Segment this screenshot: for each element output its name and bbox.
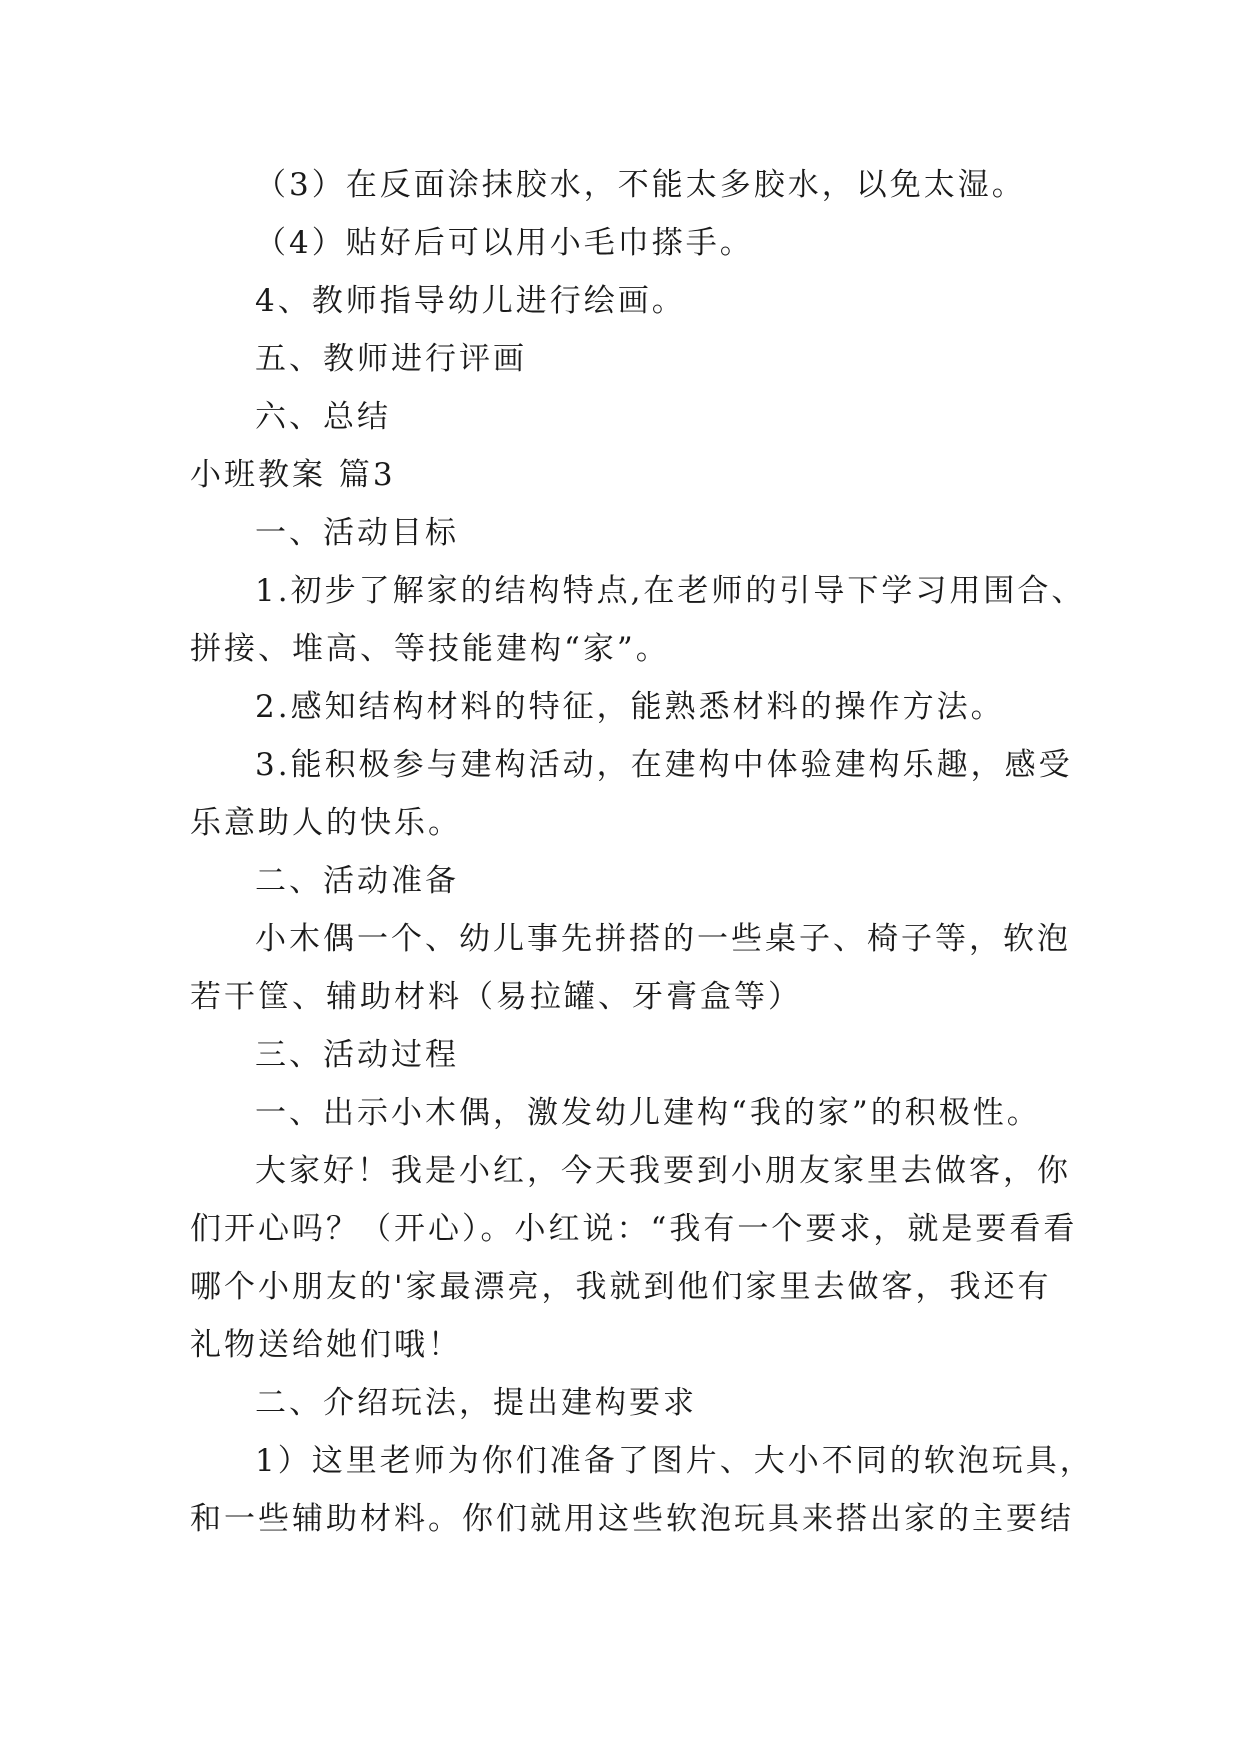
objective-3-line-2: 乐意助人的快乐。 xyxy=(190,805,462,841)
objective-3-line-1: 3.能积极参与建构活动，在建构中体验建构乐趣，感受 xyxy=(255,747,1073,783)
dialogue-line-1: 大家好！我是小红，今天我要到小朋友家里去做客，你 xyxy=(255,1153,1071,1189)
preparation-line-1: 小木偶一个、幼儿事先拼搭的一些桌子、椅子等，软泡 xyxy=(255,921,1071,957)
objectives-heading: 一、活动目标 xyxy=(255,515,459,551)
preparation-heading: 二、活动准备 xyxy=(255,863,459,899)
objective-1-line-1: 1.初步了解家的结构特点,在老师的引导下学习用围合、 xyxy=(255,573,1086,609)
section-5-heading: 五、教师进行评画 xyxy=(255,341,527,377)
dialogue-line-4: 礼物送给她们哦！ xyxy=(190,1327,462,1363)
process-step-1-heading: 一、出示小木偶，激发幼儿建构“我的家”的积极性。 xyxy=(255,1095,1041,1131)
objective-2-text: 2.感知结构材料的特征，能熟悉材料的操作方法。 xyxy=(255,689,1005,725)
item-4-text: 4、教师指导幼儿进行绘画。 xyxy=(255,283,686,319)
process-heading: 三、活动过程 xyxy=(255,1037,459,1073)
step-3-text: （3）在反面涂抹胶水，不能太多胶水，以免太湿。 xyxy=(255,167,1026,203)
objective-1-line-2: 拼接、堆高、等技能建构“家”。 xyxy=(190,631,670,667)
lesson-title: 小班教案 篇3 xyxy=(190,457,396,493)
step-4-text: （4）贴好后可以用小毛巾搽手。 xyxy=(255,225,754,261)
process-step-2-line-2: 和一些辅助材料。你们就用这些软泡玩具来搭出家的主要结 xyxy=(190,1501,1074,1537)
process-step-2-line-1: 1）这里老师为你们准备了图片、大小不同的软泡玩具， xyxy=(255,1443,1094,1479)
dialogue-line-3: 哪个小朋友的'家最漂亮，我就到他们家里去做客，我还有 xyxy=(190,1269,1052,1305)
section-6-heading: 六、总结 xyxy=(255,399,391,435)
preparation-line-2: 若干筐、辅助材料（易拉罐、牙膏盒等） xyxy=(190,979,802,1015)
dialogue-line-2: 们开心吗？（开心）。小红说：“我有一个要求，就是要看看 xyxy=(190,1211,1078,1247)
process-step-2-heading: 二、介绍玩法，提出建构要求 xyxy=(255,1385,697,1421)
